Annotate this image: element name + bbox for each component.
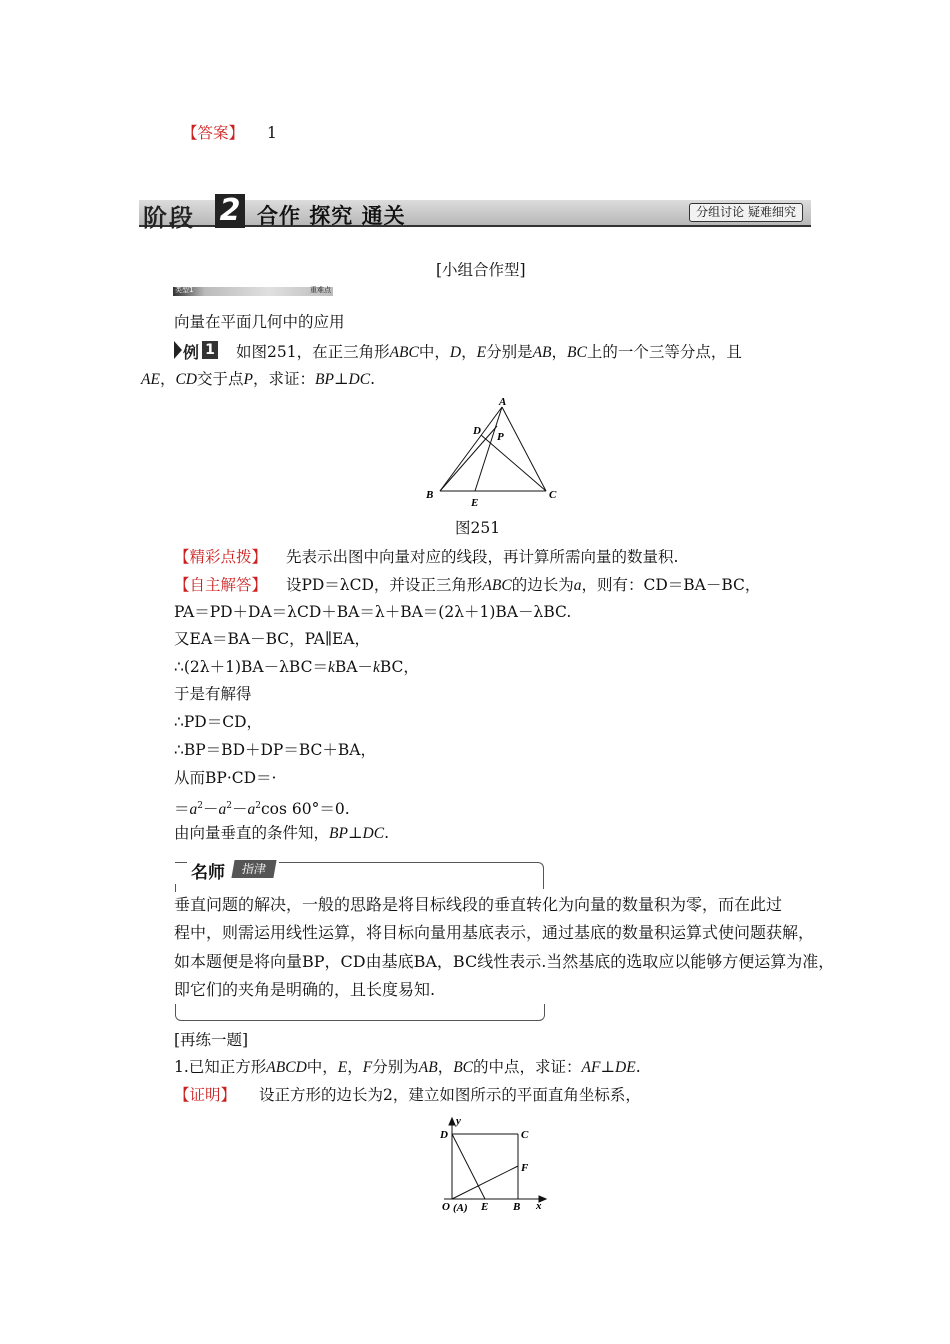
fig2-label-o: O	[442, 1201, 450, 1213]
example-badge	[174, 341, 220, 362]
fig1-segment-cd	[481, 435, 546, 491]
tip-box-frame-tick	[175, 884, 178, 892]
type-bar	[173, 287, 333, 296]
example-badge-number: 1	[202, 341, 218, 359]
solution-line-4: ∴(2λ＋1)BA－λBC＝kBA－kBC，	[174, 658, 419, 676]
fig2-y-arrow	[449, 1118, 455, 1125]
tip-para-2: 程中，则需运用线性运算，将目标向量用基底表示，通过基底的数量积运算式使问题获解，	[174, 923, 815, 942]
fig1-edge-ac	[502, 407, 546, 491]
square-figure	[430, 1112, 555, 1217]
solution-line-8: 从而BP·CD＝·	[174, 769, 277, 787]
fig2-segment-de	[452, 1134, 485, 1199]
solution-line-3: 又EA＝BA－BC，PA∥EA，	[174, 630, 370, 648]
tip-box-frame-bottom	[175, 1004, 545, 1021]
fig1-label-p: P	[497, 431, 504, 443]
fig2-label-f: F	[521, 1162, 529, 1174]
solution-line-9: $=a^2-a^2-a^2\cos$ 60°＝0.	[174, 800, 350, 819]
tip-para-4: 即它们的夹角是明确的，且长度易知.	[174, 980, 436, 999]
fig1-edge-ab	[440, 407, 502, 491]
triangle-figure	[420, 394, 570, 514]
solution-line-2: PA＝PD＋DA＝λCD＋BA＝λ＋BA＝(2λ＋1)BA－λBC.	[174, 603, 572, 621]
solution-line-7: ∴BP＝BD＋DP＝BC＋BA，	[174, 741, 376, 759]
fig1-label-e: E	[471, 497, 479, 509]
answer-value: 1	[266, 124, 277, 142]
fig2-label-a: (A)	[453, 1202, 468, 1214]
answer-line	[182, 123, 277, 143]
banner-number: 2	[215, 194, 245, 228]
solution-line-5: 于是有解得	[174, 685, 252, 703]
banner-stage: 阶段	[143, 204, 195, 232]
fig1-caption: 图251	[455, 519, 501, 537]
proof-text: 设正方形的边长为2，建立如图所示的平面直角坐标系，	[258, 1086, 641, 1104]
practice-question: 1.已知正方形ABCD中，E，F分别为AB，BC的中点，求证：AF⊥DE.	[174, 1058, 641, 1076]
banner-tag: 分组讨论 疑难细究	[689, 203, 803, 222]
hint-line	[174, 547, 678, 567]
proof-label: 【证明】	[174, 1086, 237, 1104]
answer-label: 【答案】	[182, 124, 245, 142]
practice-label: [再练一题]	[174, 1031, 249, 1049]
tip-box-title-tag: 指津	[231, 860, 276, 878]
example-line-1: 如图251，在正三角形ABC中，D，E分别是AB，BC上的一个三等分点，且	[236, 343, 742, 361]
solution-line-1: 【自主解答】 设PD＝λCD，并设正三角形ABC的边长为a，则有：CD＝BA－BC，	[174, 576, 761, 594]
tip-para-3: 如本题便是将向量BP，CD由基底BA，BC线性表示.当然基底的选取应以能够方便运算为准，	[174, 952, 835, 971]
solution-label: 【自主解答】	[174, 576, 268, 594]
banner-title: 合作 探究 通关	[257, 204, 406, 228]
section-title: 向量在平面几何中的应用	[174, 313, 345, 331]
hint-text: 先表示出图中向量对应的线段，再计算所需向量的数量积.	[285, 548, 679, 566]
fig1-label-b: B	[426, 489, 434, 501]
fig1-label-d: D	[473, 425, 481, 437]
fig1-label-a: A	[499, 396, 507, 408]
example-triangle-icon	[174, 341, 182, 359]
tip-box-title-main: 名师	[191, 863, 225, 883]
fig2-label-c: C	[521, 1129, 529, 1141]
hint-label: 【精彩点拨】	[174, 548, 268, 566]
type-bar-right: 重难点	[310, 286, 331, 294]
proof-line	[174, 1085, 641, 1105]
fig2-label-x: x	[536, 1200, 542, 1212]
fig2-segment-af	[452, 1166, 518, 1199]
solution-line-6: ∴PD＝CD，	[174, 713, 263, 731]
tip-para-1: 垂直问题的解决，一般的思路是将目标线段的垂直转化为向量的数量积为零，而在此过	[174, 895, 783, 914]
fig2-label-b: B	[513, 1201, 521, 1213]
type-bar-left: 类型1	[175, 286, 194, 294]
example-badge-label: 例	[183, 343, 200, 362]
solution-line-10: 由向量垂直的条件知，BP⊥DC.	[174, 824, 390, 842]
fig1-label-c: C	[549, 489, 557, 501]
stage-banner	[139, 193, 811, 232]
group-type: [小组合作型]	[436, 261, 526, 279]
fig2-label-e: E	[481, 1201, 489, 1213]
example-line-2: AE，CD交于点P，求证：BP⊥DC.	[141, 370, 375, 388]
tip-box-title	[187, 858, 279, 883]
fig2-label-d: D	[440, 1129, 448, 1141]
fig1-segment-bp	[440, 426, 497, 491]
tip-box-header	[175, 858, 545, 888]
fig2-label-y: y	[456, 1115, 461, 1127]
